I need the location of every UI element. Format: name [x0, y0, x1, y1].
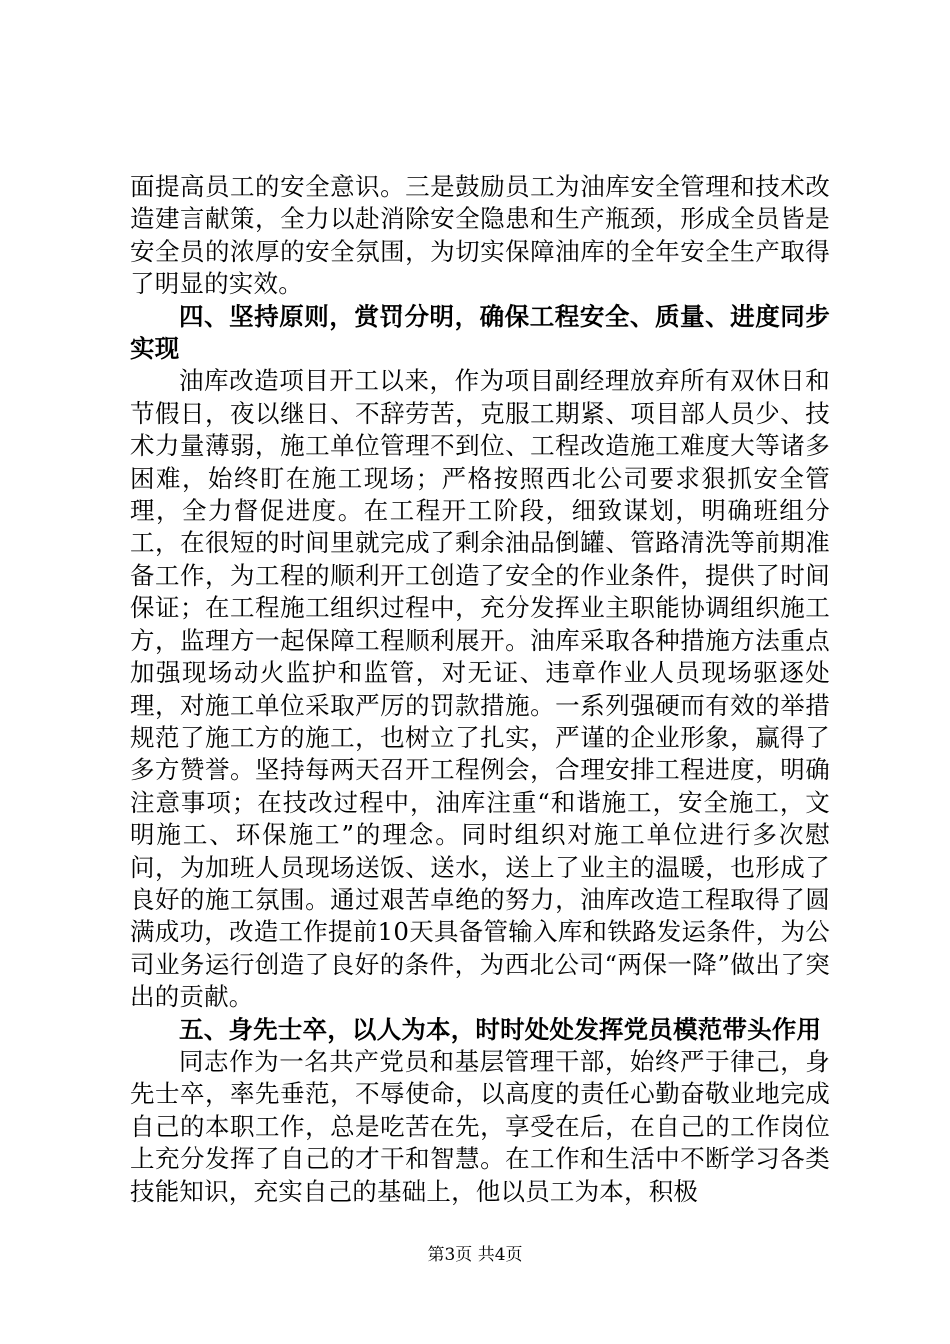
body-paragraph: 同志作为一名共产党员和基层管理干部，始终严于律己，身先士卒，率先垂范，不辱使命，以高度的责任心勤奋敬业地完成自己的本职工作，总是吃苦在先，享受在后，在自己的工作岗位上充分发挥了自己的才干和智慧。在工作和生活中不断学习各类技能知识，充实自己的基础上，他以员工为本，积极: [130, 1046, 830, 1206]
body-paragraph: 油库改造项目开工以来，作为项目副经理放弃所有双休日和节假日，夜以继日、不辞劳苦，克服工期紧、项目部人员少、技术力量薄弱，施工单位管理不到位、工程改造施工难度大等诸多困难，始终盯在施工现场；严格按照西北公司要求狠抓安全管理，全力督促进度。在工程开工阶段，细致谋划，明确班组分工，在很短的时间里就完成了剩余油品倒罐、管路清洗等前期准备工作，为工程的顺利开工创造了安全的作业条件，提供了时间保证；在工程施工组织过程中，充分发挥业主职能协调组织施工方，监理方一起保障工程顺利展开。油库采取各种措施方法重点加强现场动火监护和监管，对无证、违章作业人员现场驱逐处理，对施工单位采取严厉的罚款措施。一系列强硬而有效的举措规范了施工方的施工，也树立了扎实，严谨的企业形象，赢得了多方赞誉。坚持每两天召开工程例会，合理安排工程进度，明确注意事项；在技改过程中，油库注重“和谐施工，安全施工，文明施工、环保施工”的理念。同时组织对施工单位进行多次慰问，为加班人员现场送饭、送水，送上了业主的温暖，也形成了良好的施工氛围。通过艰苦卓绝的努力，油库改造工程取得了圆满成功，改造工作提前10天具备管输入库和铁路发运条件，为公司业务运行创造了良好的条件，为西北公司“两保一降”做出了突出的贡献。: [130, 366, 830, 1012]
page-footer: 第3页 共4页: [427, 1245, 523, 1265]
document-body: [130, 171, 830, 1208]
section-heading-5: 五、身先士卒，以人为本，时时处处发挥党员模范带头作用: [179, 1014, 822, 1044]
section-heading-4: 四、坚持原则，赏罚分明，确保工程安全、质量、进度同步实现: [130, 301, 830, 364]
body-paragraph: 面提高员工的安全意识。三是鼓励员工为油库安全管理和技术改造建言献策，全力以赴消除安全隐患和生产瓶颈，形成全员皆是安全员的浓厚的安全氛围，为切实保障油库的全年安全生产取得了明显的实效。: [130, 172, 830, 299]
